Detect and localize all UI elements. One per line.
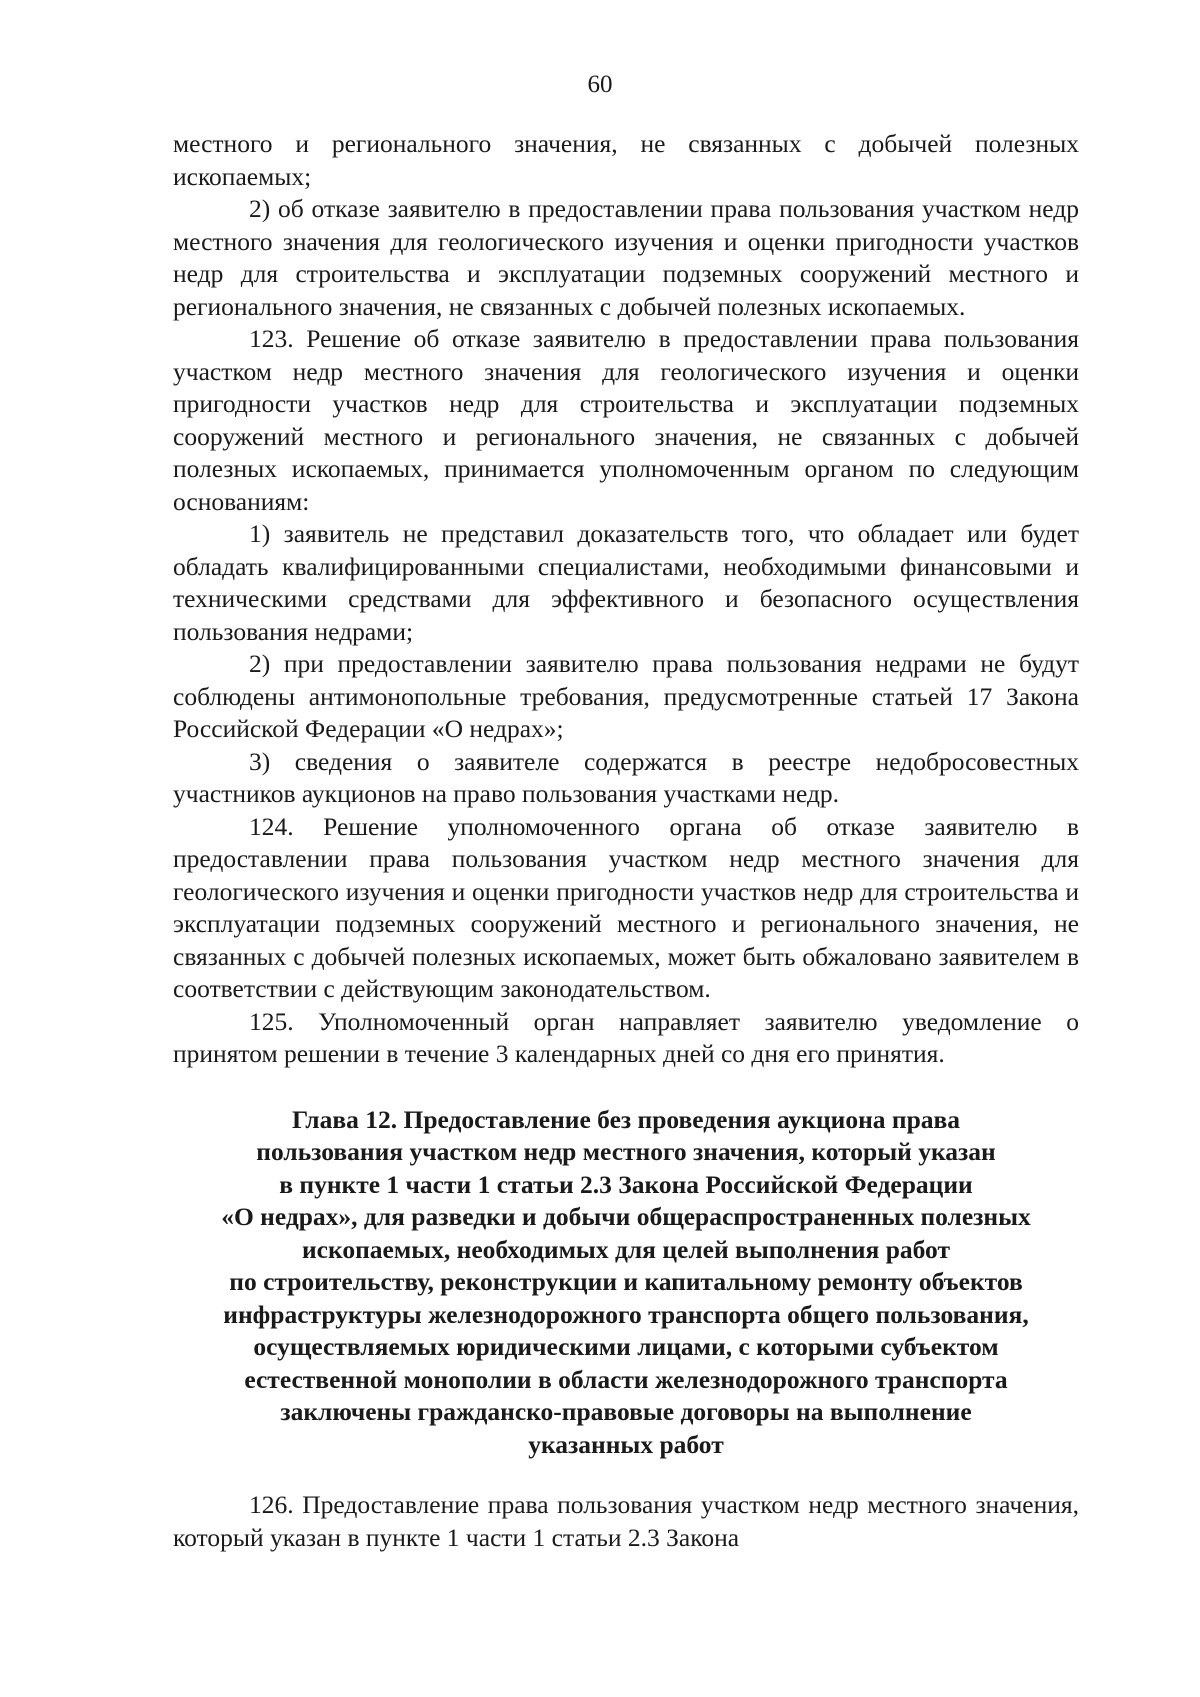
paragraphs-after-chapter	[173, 1489, 1079, 1554]
paragraph: 3) сведения о заявителе содержатся в реестре недобросовестных участников аукционов на право пользования участками недр.	[173, 746, 1079, 808]
chapter-heading-line: ископаемых, необходимых для целей выполнения работ	[301, 1234, 950, 1264]
chapter-heading	[173, 1104, 1079, 1462]
chapter-heading-line: осуществляемых юридическими лицами, с которыми субъектом	[253, 1332, 999, 1361]
paragraph: 123. Решение об отказе заявителю в предоставлении права пользования участком недр местного значения для геологического изучения и оценки пригодности участков недр для строительства и эксплуатации подземных сооружений местного и регионального значения, не связанных с добычей полезных ископаемых, принимается уполномоченным органом по следующим основаниям:	[173, 324, 1079, 516]
paragraph: 126. Предоставление права пользования участком недр местного значения, который указан в пункте 1 части 1 статьи 2.3 Закона	[173, 1490, 1079, 1552]
chapter-heading-line: пользования участком недр местного значения, который указан	[256, 1137, 996, 1166]
chapter-heading-line: инфраструктуры железнодорожного транспорта общего пользования,	[223, 1299, 1029, 1329]
paragraph: 2) об отказе заявителю в предоставлении права пользования участком недр местного значения для геологического изучения и оценки пригодности участков недр для строительства и эксплуатации подземных сооружений местного и регионального значения, не связанных с добычей полезных ископаемых.	[173, 194, 1079, 321]
chapter-heading-line: Глава 12. Предоставление без проведения аукциона права	[291, 1104, 961, 1134]
paragraph: 2) при предоставлении заявителю права пользования недрами не будут соблюдены антимонопольные требования, предусмотренные статьей 17 Закона Российской Федерации «О недрах»;	[173, 649, 1079, 743]
paragraph: 1) заявитель не представил доказательств того, что обладает или будет обладать квалифицированными специалистами, необходимыми финансовыми и техническими средствами для эффективного и безопасного осуществления пользования недрами;	[173, 519, 1079, 646]
paragraph: 124. Решение уполномоченного органа об отказе заявителю в предоставлении права пользования участком недр местного значения для геологического изучения и оценки пригодности участков недр для строительства и эксплуатации подземных сооружений местного и регионального значения, не связанных с добычей полезных ископаемых, может быть обжаловано заявителем в соответствии с действующим законодательством.	[173, 811, 1079, 1003]
chapter-heading-line: естественной монополии в области железнодорожного транспорта	[244, 1364, 1008, 1394]
chapter-heading-line: указанных работ	[528, 1429, 724, 1459]
page-number: 60	[587, 71, 613, 98]
chapter-heading-line: в пункте 1 части 1 статьи 2.3 Закона Российской Федерации	[279, 1169, 973, 1199]
chapter-heading-line: по строительству, реконструкции и капитальному ремонту объектов	[229, 1267, 1023, 1296]
paragraph: 125. Уполномоченный орган направляет заявителю уведомление о принятом решении в течение 3 календарных дней со дня его принятия.	[173, 1006, 1079, 1068]
paragraph: местного и регионального значения, не связанных с добычей полезных ископаемых;	[173, 129, 1079, 191]
chapter-heading-line: заключены гражданско-правовые договоры на выполнение	[280, 1397, 972, 1426]
paragraphs-before-chapter	[173, 128, 1079, 1071]
document-body	[173, 128, 1079, 1554]
chapter-heading-line: «О недрах», для разведки и добычи общераспространенных полезных	[221, 1202, 1031, 1231]
